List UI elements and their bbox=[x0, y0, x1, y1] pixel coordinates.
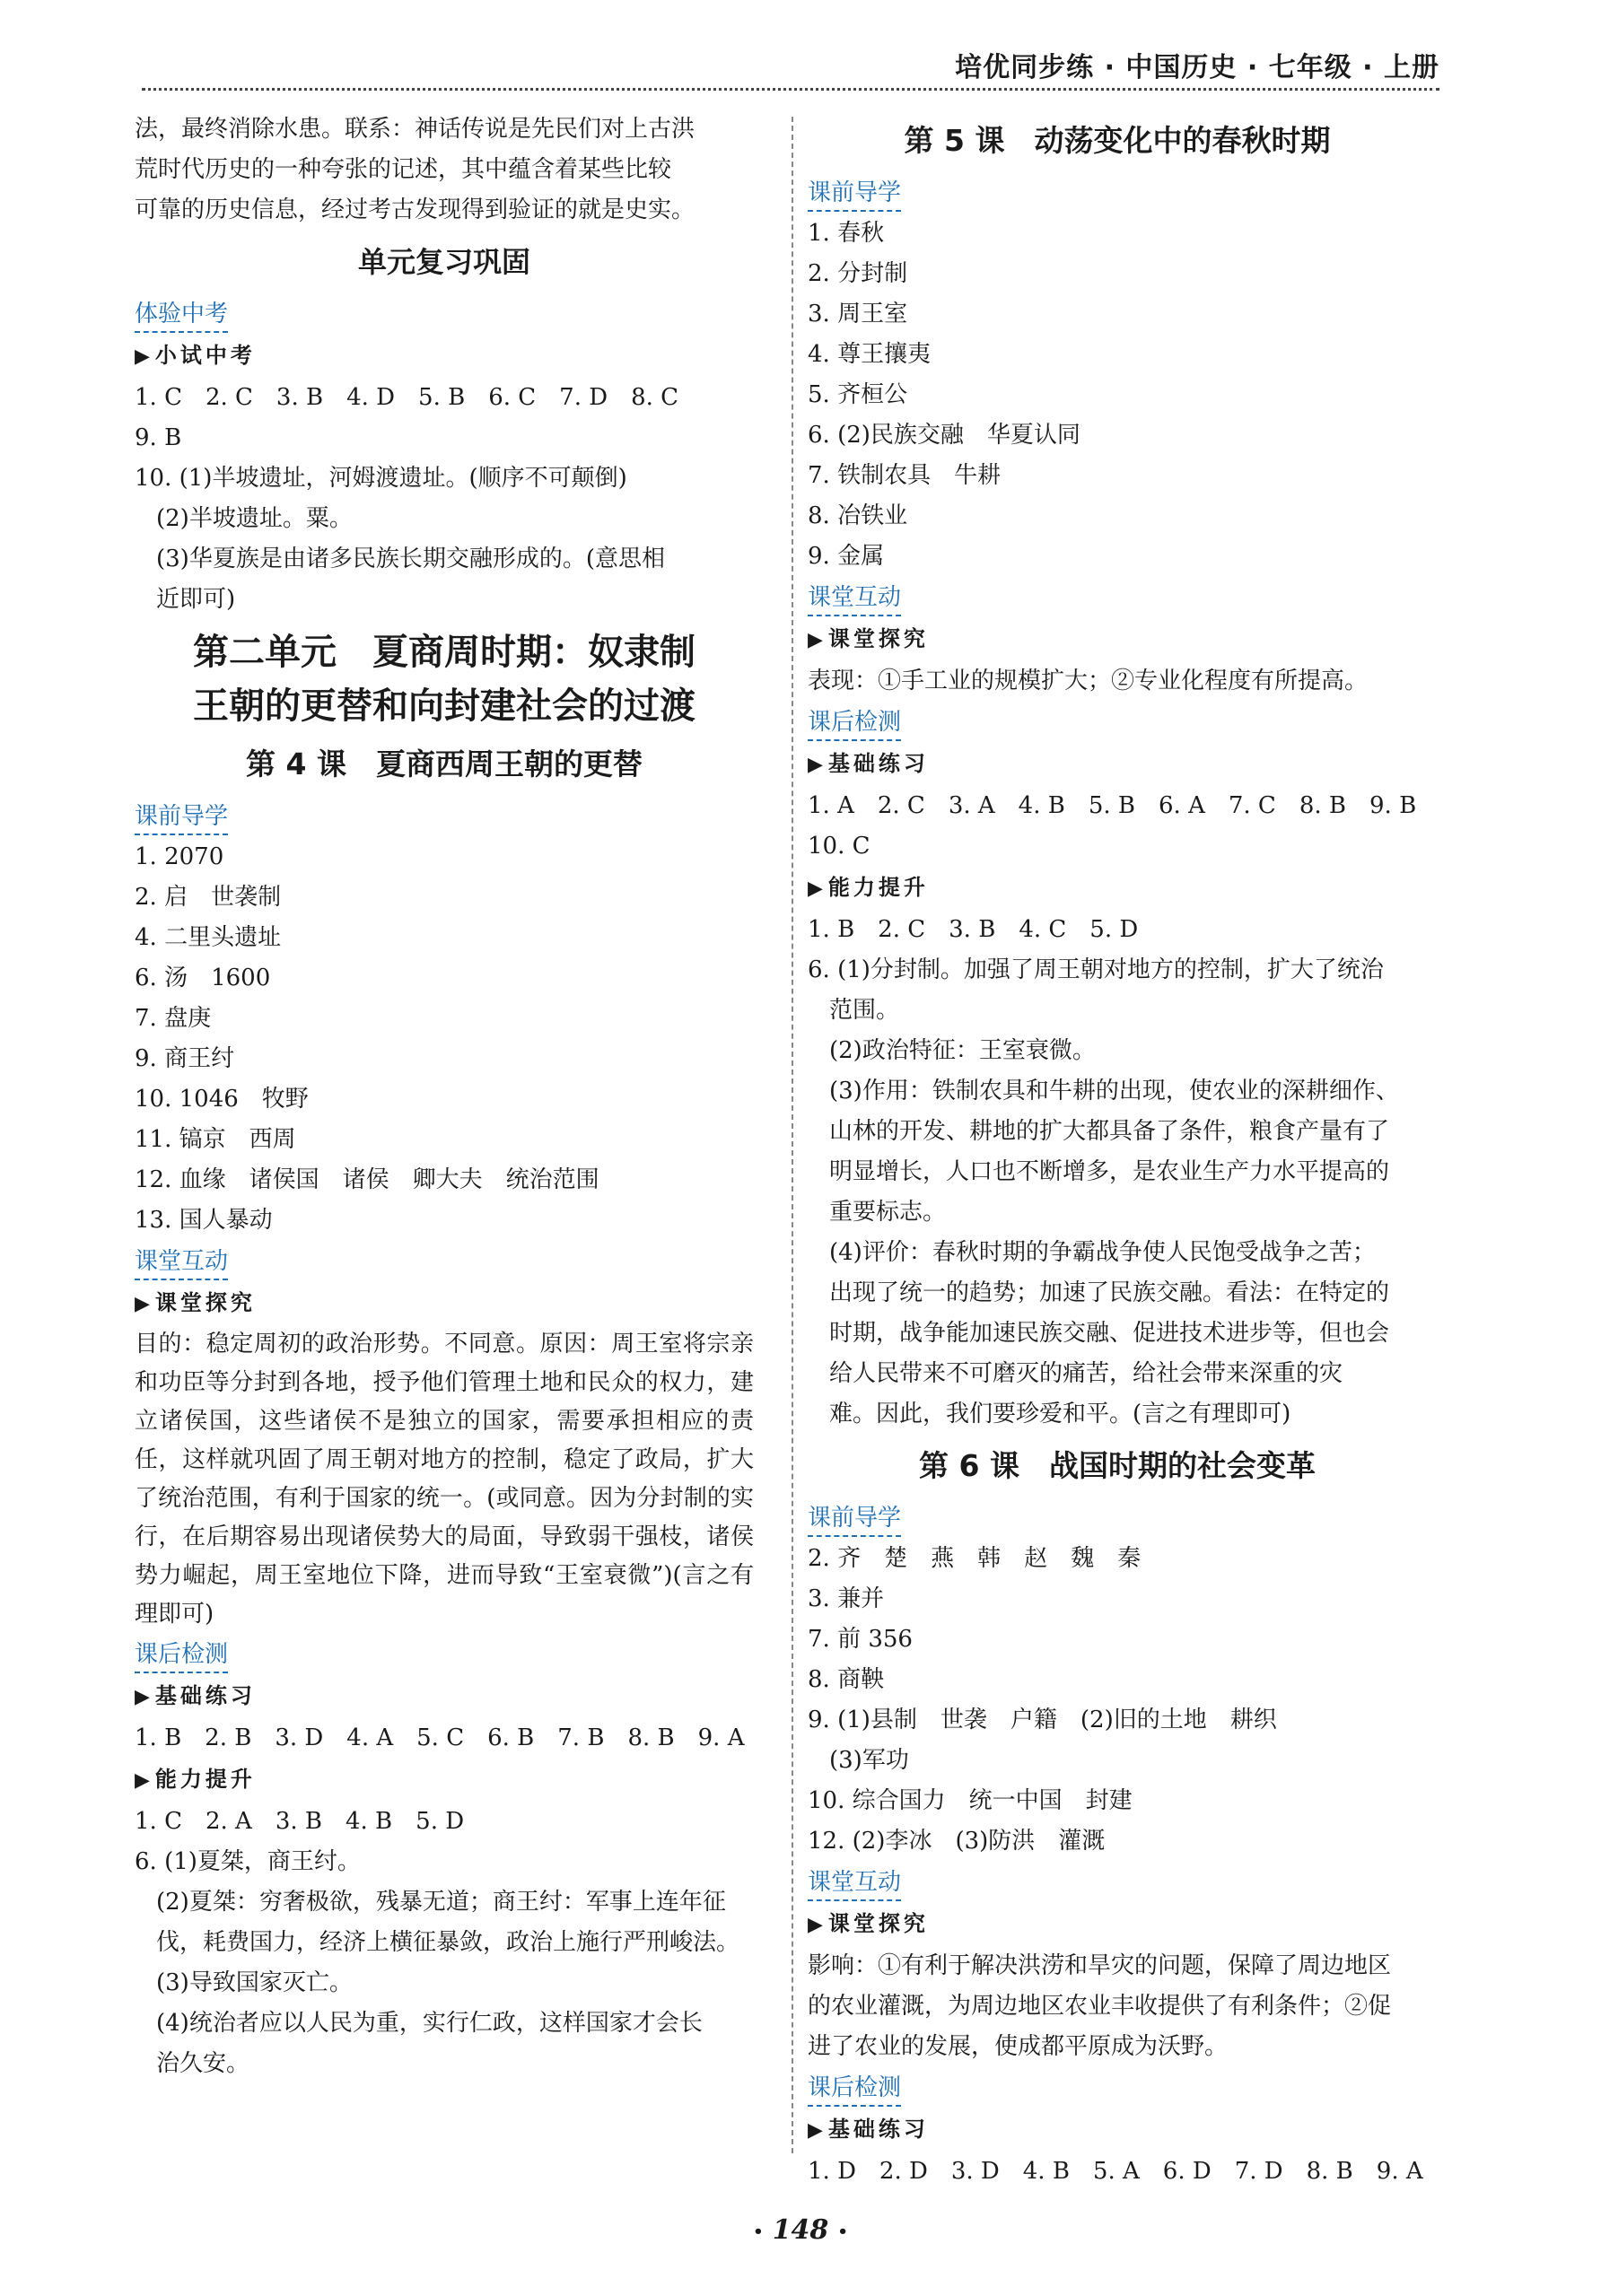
subheading-label: 课堂探究 bbox=[827, 626, 929, 651]
subheading-explore bbox=[808, 1903, 1427, 1946]
subheading-basic bbox=[808, 2108, 1427, 2152]
answer-line: 6. (2)民族交融 华夏认同 bbox=[808, 422, 1080, 449]
explore-paragraph: 目的：稳定周初的政治形势。不同意。原因：周王室将宗亲和功臣等分封到各地，授予他们管理土地和民众的权力，建立诸侯国，这些诸侯不是独立的国家，需要承担相应的责任，这样就巩固了周王朝对地方的控制，稳定了政局，扩大了统治范围，有利于国家的统一。(或同意。因为分封制的实行，在后期容易出现诸侯势大的局面，导致弱干强枝，诸侯势力崛起，周王室地位下降，进而导致“王室衰微”)(言之有理即可) bbox=[135, 1331, 754, 1628]
answer-line: (2)政治特征：王室衰微。 bbox=[829, 1037, 1096, 1064]
tag-pre-study: 课前导学 bbox=[135, 799, 228, 835]
answer-line: 7. 前 356 bbox=[808, 1626, 913, 1653]
tag-after-class: 课后检测 bbox=[808, 2071, 901, 2107]
tag-after-class: 课后检测 bbox=[808, 705, 901, 741]
answer-line: 4. 二里头遗址 bbox=[135, 924, 282, 951]
lesson-6-title: 第 6 课 战国时期的社会变革 bbox=[919, 1448, 1316, 1483]
answer-line: 6. 汤 1600 bbox=[135, 965, 271, 991]
answer-line: (4)统治者应以人民为重，实行仁政，这样国家才会长 bbox=[156, 2010, 703, 2037]
subheading-ability bbox=[808, 867, 1427, 910]
answer-line: 11. 镐京 西周 bbox=[135, 1126, 296, 1153]
page-number bbox=[711, 2214, 890, 2246]
answer-line: 的农业灌溉，为周边地区农业丰收提供了有利条件；②促 bbox=[808, 1993, 1392, 2020]
answer-line: (3)作用：铁制农具和牛耕的出现，使农业的深耕细作、 bbox=[829, 1078, 1399, 1104]
answer-line: 治久安。 bbox=[156, 2050, 250, 2077]
answer-line: 1. B 2. C 3. B 4. C 5. D bbox=[808, 916, 1139, 943]
tag-pre-study: 课前导学 bbox=[808, 176, 901, 212]
dot-icon: • bbox=[753, 2222, 764, 2241]
answer-line: 10. (1)半坡遗址，河姆渡遗址。(顺序不可颠倒) bbox=[135, 465, 627, 492]
subheading-explore bbox=[135, 1282, 754, 1325]
triangle-icon: ▶ bbox=[135, 1686, 150, 1708]
column-divider bbox=[792, 117, 793, 2153]
triangle-icon: ▶ bbox=[135, 1769, 150, 1792]
triangle-icon: ▶ bbox=[808, 877, 823, 900]
answer-line: 时期，战争能加速民族交融、促进技术进步等，但也会 bbox=[829, 1320, 1390, 1347]
subheading-label: 能力提升 bbox=[827, 875, 929, 900]
subheading-small-exam bbox=[135, 335, 754, 378]
answer-line: 9. B bbox=[135, 424, 182, 451]
answer-line: 10. 综合国力 统一中国 封建 bbox=[808, 1787, 1133, 1814]
subheading-label: 基础练习 bbox=[154, 1683, 256, 1708]
answer-line: (4)评价：春秋时期的争霸战争使人民饱受战争之苦； bbox=[829, 1239, 1376, 1266]
tag-after-class: 课后检测 bbox=[135, 1637, 228, 1673]
triangle-icon: ▶ bbox=[808, 1914, 823, 1936]
subheading-label: 小试中考 bbox=[154, 343, 256, 368]
answer-line: 13. 国人暴动 bbox=[135, 1207, 273, 1234]
page-number-label: 148 bbox=[772, 2214, 829, 2246]
answer-line: 8. 冶铁业 bbox=[808, 502, 908, 529]
lesson-5-title: 第 5 课 动荡变化中的春秋时期 bbox=[904, 123, 1331, 158]
answer-line: 2. 分封制 bbox=[808, 260, 908, 287]
answer-line: 明显增长，人口也不断增多，是农业生产力水平提高的 bbox=[829, 1158, 1390, 1185]
subheading-label: 课堂探究 bbox=[827, 1911, 929, 1936]
answer-line: 6. (1)夏桀，商王纣。 bbox=[135, 1848, 361, 1875]
header-divider bbox=[142, 88, 1439, 91]
answer-line: (2)半坡遗址。粟。 bbox=[156, 505, 353, 532]
subheading-ability bbox=[135, 1759, 754, 1802]
answer-line: 1. D 2. D 3. D 4. B 5. A 6. D 7. D 8. B 9. A bbox=[808, 2158, 1423, 2185]
answer-line: 重要标志。 bbox=[829, 1199, 947, 1226]
tag-pre-study: 课前导学 bbox=[808, 1501, 901, 1537]
answer-line: 1. A 2. C 3. A 4. B 5. B 6. A 7. C 8. B 9. B bbox=[808, 792, 1417, 819]
answer-line: 范围。 bbox=[829, 997, 900, 1024]
subheading-label: 课堂探究 bbox=[154, 1290, 256, 1315]
subheading-label: 基础练习 bbox=[827, 751, 929, 776]
answer-line: 给人民带来不可磨灭的痛苦，给社会带来深重的灾 bbox=[829, 1360, 1343, 1387]
page-header-title: 培优同步练 · 中国历史 · 七年级 · 上册 bbox=[955, 52, 1439, 83]
tag-exam: 体验中考 bbox=[135, 297, 228, 333]
answer-line: 3. 周王室 bbox=[808, 301, 908, 327]
tag-class-interaction: 课堂互动 bbox=[808, 581, 901, 616]
review-title: 单元复习巩固 bbox=[357, 245, 530, 279]
answer-line: 1. C 2. A 3. B 4. B 5. D bbox=[135, 1808, 465, 1835]
dot-icon: • bbox=[837, 2222, 848, 2241]
answer-line: 9. (1)县制 世袭 户籍 (2)旧的土地 耕织 bbox=[808, 1707, 1277, 1733]
answer-line: (2)夏桀：穷奢极欲，残暴无道；商王纣：军事上连年征 bbox=[156, 1889, 726, 1916]
answer-line: 1. 2070 bbox=[135, 843, 224, 870]
answer-line: 8. 商鞅 bbox=[808, 1666, 885, 1693]
answer-line: 2. 齐 楚 燕 韩 赵 魏 秦 bbox=[808, 1545, 1142, 1572]
answer-line: (3)华夏族是由诸多民族长期交融形成的。(意思相 bbox=[156, 546, 665, 572]
answer-line: 10. 1046 牧野 bbox=[135, 1086, 309, 1113]
answer-line: 12. (2)李冰 (3)防洪 灌溉 bbox=[808, 1828, 1106, 1855]
answer-line: 6. (1)分封制。加强了周王朝对地方的控制，扩大了统治 bbox=[808, 956, 1384, 983]
answer-line: 出现了统一的趋势；加速了民族交融。看法：在特定的 bbox=[829, 1279, 1390, 1306]
answer-line: 4. 尊王攘夷 bbox=[808, 341, 932, 368]
triangle-icon: ▶ bbox=[808, 754, 823, 776]
answer-line: 伐，耗费国力，经济上横征暴敛，政治上施行严刑峻法。 bbox=[156, 1929, 740, 1956]
answer-line: 表现：①手工业的规模扩大；②专业化程度有所提高。 bbox=[808, 668, 1369, 694]
answer-line: 7. 铁制农具 牛耕 bbox=[808, 462, 1002, 489]
subheading-label: 能力提升 bbox=[154, 1767, 256, 1792]
answer-line: 进了农业的发展，使成都平原成为沃野。 bbox=[808, 2033, 1229, 2060]
intro-line: 荒时代历史的一种夸张的记述，其中蕴含着某些比较 bbox=[135, 156, 672, 183]
triangle-icon: ▶ bbox=[135, 345, 150, 368]
triangle-icon: ▶ bbox=[808, 629, 823, 651]
tag-class-interaction: 课堂互动 bbox=[135, 1244, 228, 1280]
answer-line: 1. 春秋 bbox=[808, 220, 885, 247]
left-column bbox=[135, 109, 754, 2084]
unit-title-line-2: 王朝的更替和向封建社会的过渡 bbox=[193, 685, 696, 727]
intro-line: 法，最终消除水患。联系：神话传说是先民们对上古洪 bbox=[135, 116, 696, 143]
lesson-4-title: 第 4 课 夏商西周王朝的更替 bbox=[246, 746, 643, 781]
answer-line: 2. 启 世袭制 bbox=[135, 884, 282, 911]
tag-class-interaction: 课堂互动 bbox=[808, 1865, 901, 1901]
answer-line: 10. C bbox=[808, 833, 870, 860]
answer-line: 7. 盘庚 bbox=[135, 1005, 212, 1032]
answer-line: 1. C 2. C 3. B 4. D 5. B 6. C 7. D 8. C bbox=[135, 384, 679, 411]
answer-line: 12. 血缘 诸侯国 诸侯 卿大夫 统治范围 bbox=[135, 1166, 599, 1193]
triangle-icon: ▶ bbox=[135, 1293, 150, 1315]
intro-line: 可靠的历史信息，经过考古发现得到验证的就是史实。 bbox=[135, 196, 696, 223]
triangle-icon: ▶ bbox=[808, 2119, 823, 2142]
answer-line: 9. 金属 bbox=[808, 543, 885, 570]
unit-title-line-1: 第二单元 夏商周时期：奴隶制 bbox=[193, 631, 696, 673]
answer-line: 3. 兼并 bbox=[808, 1585, 885, 1612]
answer-line: (3)导致国家灭亡。 bbox=[156, 1969, 353, 1996]
subheading-label: 基础练习 bbox=[827, 2117, 929, 2142]
answer-line: 近即可) bbox=[156, 586, 236, 613]
answer-line: 山林的开发、耕地的扩大都具备了条件，粮食产量有了 bbox=[829, 1118, 1390, 1145]
right-column bbox=[808, 109, 1427, 2192]
answer-line: 难。因此，我们要珍爱和平。(言之有理即可) bbox=[829, 1401, 1291, 1427]
subheading-explore bbox=[808, 618, 1427, 661]
answer-line: (3)军功 bbox=[829, 1747, 909, 1774]
subheading-basic bbox=[808, 743, 1427, 786]
answer-line: 1. B 2. B 3. D 4. A 5. C 6. B 7. B 8. B 9. A bbox=[135, 1724, 745, 1751]
answer-line: 5. 齐桓公 bbox=[808, 381, 908, 408]
answer-line: 影响：①有利于解决洪涝和旱灾的问题，保障了周边地区 bbox=[808, 1952, 1392, 1979]
subheading-basic bbox=[135, 1675, 754, 1718]
answer-line: 9. 商王纣 bbox=[135, 1045, 235, 1072]
